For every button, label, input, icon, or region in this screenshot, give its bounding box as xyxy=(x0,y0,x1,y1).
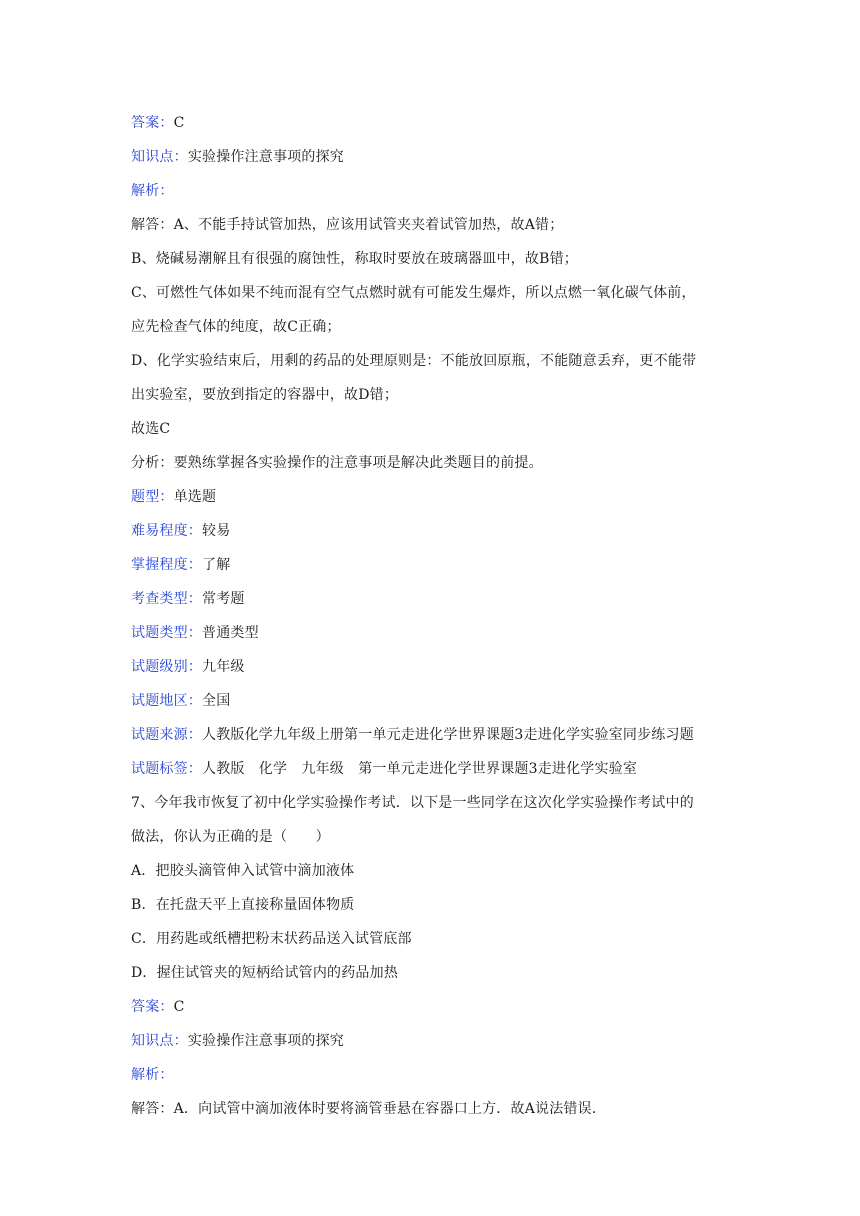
exam-type-value: 常考题 xyxy=(202,591,245,607)
solution-line-3 xyxy=(131,276,731,310)
option-a-line xyxy=(131,854,731,888)
analysis-label: 解析： xyxy=(131,183,174,199)
item-type-value: 普通类型 xyxy=(202,625,259,641)
answer-label-2: 答案： xyxy=(131,999,174,1015)
item-type-label: 试题类型： xyxy=(131,625,202,641)
region-line xyxy=(131,684,731,718)
solution-text-6: 出实验室，要放到指定的容器中，故D错； xyxy=(131,387,399,403)
answer-line xyxy=(131,106,731,140)
analysis-line xyxy=(131,174,731,208)
analysis-line-2 xyxy=(131,1058,731,1092)
mastery-value: 了解 xyxy=(202,557,231,573)
option-b-line xyxy=(131,888,731,922)
grade-level-value: 九年级 xyxy=(202,659,245,675)
exam-type-label: 考查类型： xyxy=(131,591,202,607)
knowledge-point-line xyxy=(131,140,731,174)
answer-label: 答案： xyxy=(131,115,174,131)
tags-label: 试题标签： xyxy=(131,761,202,777)
option-d-text: D．握住试管夹的短柄给试管内的药品加热 xyxy=(131,965,399,981)
tags-line xyxy=(131,752,731,786)
source-value: 人教版化学九年级上册第一单元走进化学世界课题3走进化学实验室同步练习题 xyxy=(202,727,694,743)
knowledge-point-line-2 xyxy=(131,1024,731,1058)
question-7-line-2 xyxy=(131,820,731,854)
option-c-line xyxy=(131,922,731,956)
grade-level-line xyxy=(131,650,731,684)
solution-line-4 xyxy=(131,310,731,344)
difficulty-line xyxy=(131,514,731,548)
solution-text-4: 应先检查气体的纯度，故C正确； xyxy=(131,319,341,335)
knowledge-point-label-2: 知识点： xyxy=(131,1033,188,1049)
answer-value-2: C xyxy=(173,999,185,1015)
tags-value: 人教版 化学 九年级 第一单元走进化学世界课题3走进化学实验室 xyxy=(202,761,638,777)
option-b-text: B．在托盘天平上直接称量固体物质 xyxy=(131,897,355,913)
item-type-line xyxy=(131,616,731,650)
solution-text-3: C、可燃性气体如果不纯而混有空气点燃时就有可能发生爆炸，所以点燃一氧化碳气体前， xyxy=(131,285,696,301)
answer-value: C xyxy=(173,115,185,131)
question-type-label: 题型： xyxy=(131,489,174,505)
solution-line-7 xyxy=(131,412,731,446)
solution-line-1 xyxy=(131,208,731,242)
solution-text-8: 分析：要熟练掌握各实验操作的注意事项是解决此类题目的前提。 xyxy=(131,455,543,471)
knowledge-point-value-2: 实验操作注意事项的探究 xyxy=(187,1033,345,1049)
mastery-line xyxy=(131,548,731,582)
question-7-text-2: 做法，你认为正确的是（ ） xyxy=(131,829,330,845)
source-label: 试题来源： xyxy=(131,727,202,743)
question-7-text-1: 7、今年我市恢复了初中化学实验操作考试．以下是一些同学在这次化学实验操作考试中的 xyxy=(131,795,694,811)
analysis-label-2: 解析： xyxy=(131,1067,174,1083)
answer-line-2 xyxy=(131,990,731,1024)
difficulty-label: 难易程度： xyxy=(131,523,202,539)
option-a-text: A．把胶头滴管伸入试管中滴加液体 xyxy=(131,863,355,879)
solution-line-q7 xyxy=(131,1092,731,1126)
solution-text-5: D、化学实验结束后，用剩的药品的处理原则是：不能放回原瓶，不能随意丢弃，更不能带 xyxy=(131,353,697,369)
solution-line-6 xyxy=(131,378,731,412)
solution-text-1: 解答：A、不能手持试管加热，应该用试管夹夹着试管加热，故A错； xyxy=(131,217,564,233)
solution-line-8 xyxy=(131,446,731,480)
question-type-value: 单选题 xyxy=(173,489,217,505)
document-content xyxy=(131,106,731,1126)
question-7-line-1 xyxy=(131,786,731,820)
question-type-line xyxy=(131,480,731,514)
option-c-text: C．用药匙或纸槽把粉末状药品送入试管底部 xyxy=(131,931,412,947)
solution-line-2 xyxy=(131,242,731,276)
knowledge-point-label: 知识点： xyxy=(131,149,188,165)
solution-text-2: B、烧碱易潮解且有很强的腐蚀性，称取时要放在玻璃器皿中，故B错； xyxy=(131,251,578,267)
grade-level-label: 试题级别： xyxy=(131,659,202,675)
knowledge-point-value: 实验操作注意事项的探究 xyxy=(187,149,345,165)
exam-type-line xyxy=(131,582,731,616)
region-label: 试题地区： xyxy=(131,693,202,709)
region-value: 全国 xyxy=(202,693,231,709)
solution-text-7: 故选C xyxy=(131,421,171,437)
option-d-line xyxy=(131,956,731,990)
solution-line-5 xyxy=(131,344,731,378)
mastery-label: 掌握程度： xyxy=(131,557,202,573)
source-line xyxy=(131,718,731,752)
difficulty-value: 较易 xyxy=(202,523,231,539)
solution-text-q7: 解答：A．向试管中滴加液体时要将滴管垂悬在容器口上方．故A说法错误． xyxy=(131,1101,607,1117)
